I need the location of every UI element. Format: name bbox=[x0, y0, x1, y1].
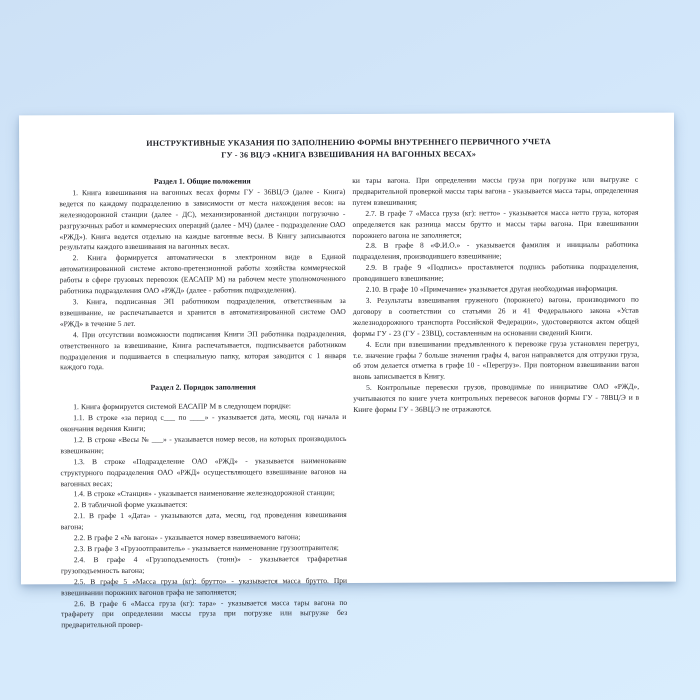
section2-item-1: 1. Книга формируется системой ЕАСАПР М в следующем порядке: bbox=[73, 401, 291, 412]
section1-paragraph-3: 3. Книга, подписанная ЭП работником подразделения, ответственным за взвешивание, не распечатывается и хранится в автоматизированной системе ОАО «РЖД» в течение 5 лет. bbox=[59, 295, 346, 329]
section1-paragraph-1: 1. Книга взвешивания на вагонных весах формы ГУ - 36ВЦ/Э (далее - Книга) ведется по каждому подразделению в зависимости от места нахождения весов: на железнодорожной станции (далее - ДС), механизированной дистанции погрузочно - разгрузочных работ и коммерческих операций (далее - МЧ) (далее - подразделение ОАО «РЖД»). Книга ведется отдельно на каждые вагонные весы. В Книгу записываются результаты каждого взвешивания на вагонных весах. bbox=[59, 186, 346, 252]
section2-item-2-6-continuation: ки тары вагона. При определении массы груза при погрузке или выгрузке с предварительной проверкой массы тары вагона - указывается масса тары, определенная путем взвешивания; bbox=[352, 174, 639, 207]
section2-item-2-4: 2.4. В графе 4 «Грузоподъемность (тонн)» - указывается трафаретная грузоподъемность вагона; bbox=[60, 553, 347, 576]
left-column bbox=[59, 176, 347, 631]
document-page bbox=[19, 113, 676, 630]
document-title-line1: ИНСТРУКТИВНЫЕ УКАЗАНИЯ ПО ЗАПОЛНЕНИЮ ФОРМЫ ВНУТРЕННЕГО ПЕРВИЧНОГО УЧЕТА bbox=[146, 137, 551, 148]
section2-item-1-4: 1.4. В строке «Станция» - указывается наименование железнодорожной станции; bbox=[73, 488, 335, 499]
section1-paragraph-4: 4. При отсутствии возможности подписания Книги ЭП работника подразделения, ответственного за взвешивание, Книга распечатывается, подписывается работником подразделения и подшивается в специальную папку, которая заводится с 1 января каждого года. bbox=[59, 328, 347, 372]
section2-item-2-7: 2.7. В графе 7 «Масса груза (кг): нетто» - указывается масса нетто груза, которая определяется как разница массы брутто и массы тары вагона. При взвешивании порожнего вагона не заполняется; bbox=[352, 207, 639, 240]
section2-item-1-3: 1.3. В строке «Подразделение ОАО «РЖД» - указывается наименование структурного подразделения ОАО «РЖД» осуществляющего взвешивание вагонов на вагонных весах; bbox=[60, 455, 347, 488]
section2-item-5: 5. Контрольные перевески грузов, проводимые по инициативе ОАО «РЖД», учитываются по книге учета контрольных перевесок вагонов формы ГУ - 78ВЦ/Э и в Книге формы ГУ - 36ВЦ/Э не отражаются. bbox=[353, 381, 640, 415]
section2-item-2-3: 2.3. В графе 3 «Грузоотправитель» - указывается наименование грузоотправителя; bbox=[73, 543, 339, 554]
section2-item-2-5: 2.5. В графе 5 «Масса груза (кг): брутто» - указывается масса брутто. При взвешивании порожних вагонов графа не заполняется; bbox=[61, 575, 348, 597]
section2-heading: Раздел 2. Порядок заполнения bbox=[150, 382, 256, 393]
section2-item-1-2: 1.2. В строке «Весы № ___» - указывается номер весов, на которых производилось взвешивание; bbox=[60, 433, 347, 456]
section2-item-2-8: 2.8. В графе 8 «Ф.И.О.» - указывается фамилия и инициалы работника подразделения, производившего взвешивание; bbox=[352, 240, 639, 262]
section2-item-2-10: 2.10. В графе 10 «Примечание» указывается другая необходимая информация. bbox=[365, 283, 618, 294]
section2-item-4: 4. Если при взвешивании предъявленного к перевозке груза установлен перегруз, т.е. значение графы 7 больше значения графы 4, вагон направляется для отгрузки груза, об этом делается отметка в графе 10 - «Перегруз». При повторном взвешивании вагон вновь записывается в Книгу. bbox=[353, 338, 640, 382]
two-column-text-area bbox=[59, 175, 640, 632]
document-title bbox=[59, 136, 638, 163]
right-column bbox=[352, 175, 640, 630]
section2-item-2-6: 2.6. В графе 6 «Масса груза (кг): тара» - указывается масса тары вагона по трафарету при определении массы груза при погрузке или выгрузке без предварительной провер- bbox=[61, 597, 348, 630]
section2-item-1-1: 1.1. В строке «за период с___ по ____» - указывается дата, месяц, год начала и окончания ведения Книги; bbox=[60, 412, 347, 434]
section1-heading: Раздел 1. Общие положения bbox=[153, 176, 251, 186]
document-title-line2: ГУ - 36 ВЦ/Э «КНИГА ВЗВЕШИВАНИЯ НА ВАГОННЫХ ВЕСАХ» bbox=[221, 149, 477, 160]
section2-item-2: 2. В табличной форме указывается: bbox=[73, 500, 188, 510]
section2-item-3: 3. Результаты взвешивания груженого (порожнего) вагона, производимого по договору в соответствии со статьями 26 и 41 Федерального закона «Устав железнодорожного транспорта Российской Федерации», удостоверяются актом общей формы ГУ - 23 (ГУ - 23ВЦ), составленным на основании сведений Книги. bbox=[352, 294, 639, 338]
section2-item-2-2: 2.2. В графе 2 «№ вагона» - указывается номер взвешиваемого вагона; bbox=[73, 532, 301, 543]
section1-paragraph-2: 2. Книга формируется автоматически в электронном виде в Единой автоматизированной системе актово-претензионной работы хозяйства коммерческой работы в сфере грузовых перевозок (ЕАСАПР М) на рабочем месте уполномоченного работника подразделения ОАО «РЖД» (далее - работник подразделения). bbox=[59, 252, 346, 296]
section2-item-2-1: 2.1. В графе 1 «Дата» - указываются дата, месяц, год проведения взвешивания вагона; bbox=[60, 510, 347, 532]
section2-item-2-9: 2.9. В графе 9 «Подпись» проставляется подпись работника подразделения, проводившего взвешивание; bbox=[352, 261, 639, 284]
